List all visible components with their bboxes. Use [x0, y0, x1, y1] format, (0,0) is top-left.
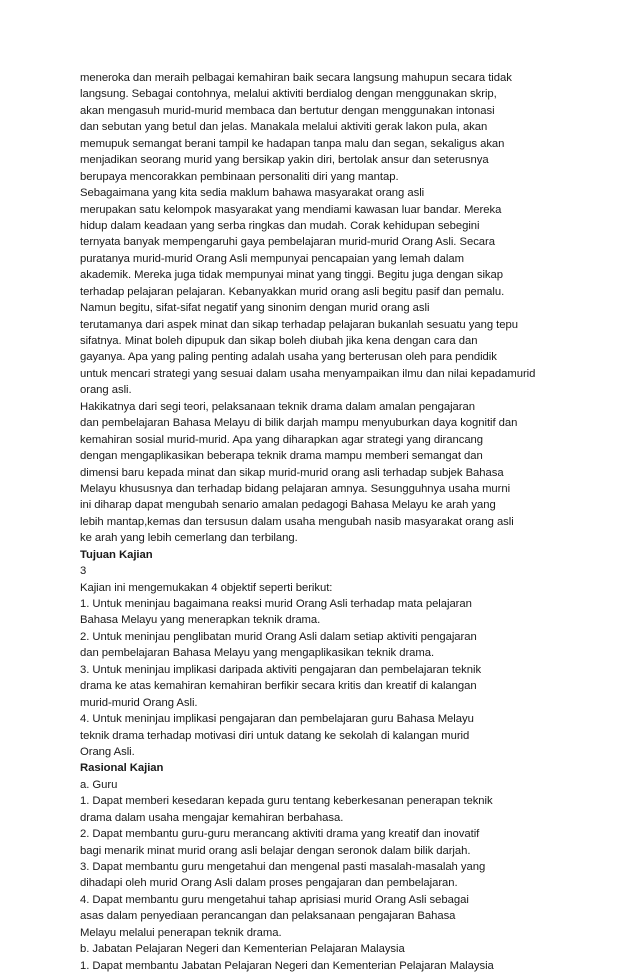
text-line: meneroka dan meraih pelbagai kemahiran baik secara langsung mahupun secara tidak: [80, 72, 512, 84]
text-line: 2. Dapat membantu guru-guru merancang aktiviti drama yang kreatif dan inovatif: [80, 828, 480, 841]
text-line: dan pembelajaran Bahasa Melayu di bilik darjah mampu menyuburkan daya kognitif dan: [80, 417, 518, 430]
text-line: 2. Untuk meninjau penglibatan murid Orang Asli dalam setiap aktiviti pengajaran: [80, 630, 477, 643]
text-line: b. Jabatan Pelajaran Negeri dan Kementerian Pelajaran Malaysia: [80, 943, 405, 956]
text-line: akan mengasuh murid-murid membaca dan bertutur dengan menggunakan intonasi: [80, 104, 495, 117]
text-line: ternyata banyak mempengaruhi gaya pembelajaran murid-murid Orang Asli. Secara: [80, 236, 495, 249]
text-line: Kajian ini mengemukakan 4 objektif seperti berikut:: [80, 581, 333, 594]
text-line: a. Guru: [80, 778, 118, 791]
text-line: dimensi baru kepada minat dan sikap murid-murid orang asli terhadap subjek Bahasa: [80, 466, 504, 479]
text-line: terhadap pelajaran pelajaran. Kebanyakkan murid orang asli begitu pasif dan pemalu.: [80, 285, 505, 298]
text-line: lebih mantap,kemas dan tersusun dalam usaha mengubah nasib masyarakat orang asli: [80, 515, 514, 528]
text-line: orang asli.: [80, 384, 132, 397]
text-line: merupakan satu kelompok masyarakat yang mendiami kawasan luar bandar. Mereka: [80, 203, 502, 216]
text-line: drama ke atas kemahiran kemahiran berfikir secara kritis dan kreatif di kalangan: [80, 680, 477, 693]
text-line: teknik drama terhadap motivasi diri untuk datang ke sekolah di kalangan murid: [80, 729, 470, 742]
text-line: dan sebutan yang betul dan jelas. Manakala melalui aktiviti gerak lakon pula, akan: [80, 121, 488, 134]
text-line: bagi menarik minat murid orang asli belajar dengan seronok dalam bilik darjah.: [80, 844, 471, 857]
text-line: 4. Dapat membantu guru mengetahui tahap aprisiasi murid Orang Asli sebagai: [80, 893, 469, 906]
section-heading: Rasional Kajian: [80, 762, 164, 775]
text-line: ke arah yang lebih cemerlang dan terbilang.: [80, 532, 298, 545]
text-line: dan pembelajaran Bahasa Melayu yang mengaplikasikan teknik drama.: [80, 647, 435, 660]
text-line: Hakikatnya dari segi teori, pelaksanaan teknik drama dalam amalan pengajaran: [80, 400, 475, 413]
text-line: dihadapi oleh murid Orang Asli dalam proses pengajaran dan pembelajaran.: [80, 877, 458, 890]
text-line: 3. Untuk meninjau implikasi daripada aktiviti pengajaran dan pembelajaran teknik: [80, 663, 482, 676]
text-line: 3: [80, 565, 87, 578]
text-line: akademik. Mereka juga tidak mempunyai minat yang tinggi. Begitu juga dengan sikap: [80, 269, 503, 282]
text-line: gayanya. Apa yang paling penting adalah usaha yang berterusan oleh para pendidik: [80, 351, 497, 364]
text-line: Melayu khususnya dan terhadap bidang pelajaran amnya. Sesungguhnya usaha murni: [80, 482, 511, 495]
text-line: drama dalam usaha mengajar kemahiran berbahasa.: [80, 811, 344, 824]
text-line: dengan mengaplikasikan beberapa teknik drama mampu memberi semangat dan: [80, 450, 483, 463]
text-line: 1. Dapat memberi kesedaran kepada guru tentang keberkesanan penerapan teknik: [80, 795, 493, 808]
text-line: Sebagaimana yang kita sedia maklum bahawa masyarakat orang asli: [80, 187, 425, 200]
text-line: 4. Untuk meninjau implikasi pengajaran dan pembelajaran guru Bahasa Melayu: [80, 713, 474, 726]
text-line: untuk mencari strategi yang sesuai dalam usaha menyampaikan ilmu dan nilai kepadamurid: [80, 367, 536, 380]
text-line: 1. Untuk meninjau bagaimana reaksi murid Orang Asli terhadap mata pelajaran: [80, 598, 472, 610]
text-line: Orang Asli.: [80, 745, 135, 758]
text-line: sifatnya. Minat boleh dipupuk dan sikap boleh diubah jika kena dengan cara dan: [80, 335, 478, 347]
text-line: 1. Dapat membantu Jabatan Pelajaran Negeri dan Kementerian Pelajaran Malaysia: [80, 959, 494, 972]
text-line: menjadikan seorang murid yang bersikap yakin diri, bertolak ansur dan seterusnya: [80, 154, 489, 167]
text-line: ini diharap dapat mengubah senario amalan pedagogi Bahasa Melayu ke arah yang: [80, 499, 496, 512]
text-line: asas dalam penyediaan perancangan dan pelaksanaan pengajaran Bahasa: [80, 910, 456, 923]
text-line: Namun begitu, sifat-sifat negatif yang sinonim dengan murid orang asli: [80, 302, 430, 315]
text-line: Melayu melalui penerapan teknik drama.: [80, 926, 282, 939]
text-line: puratanya murid-murid Orang Asli mempunyai pencapaian yang lemah dalam: [80, 252, 464, 265]
section-heading: Tujuan Kajian: [80, 548, 153, 561]
document-page: [80, 70, 600, 974]
text-line: 3. Dapat membantu guru mengetahui dan mengenal pasti masalah-masalah yang: [80, 861, 486, 873]
text-line: langsung. Sebagai contohnya, melalui aktiviti berdialog dengan menggunakan skrip,: [80, 88, 497, 101]
text-line: Bahasa Melayu yang menerapkan teknik drama.: [80, 614, 321, 627]
text-line: murid-murid Orang Asli.: [80, 696, 198, 709]
text-line: memupuk semangat berani tampil ke hadapan tanpa malu dan segan, sekaligus akan: [80, 137, 505, 150]
text-line: berupaya mencorakkan pembinaan personaliti diri yang mantap.: [80, 170, 399, 183]
text-line: kemahiran sosial murid-murid. Apa yang diharapkan agar strategi yang dirancang: [80, 433, 484, 446]
text-line: terutamanya dari aspek minat dan sikap terhadap pelajaran bukanlah sesuatu yang tepu: [80, 318, 518, 331]
text-line: hidup dalam keadaan yang serba ringkas dan mudah. Corak kehidupan sebegini: [80, 219, 480, 232]
